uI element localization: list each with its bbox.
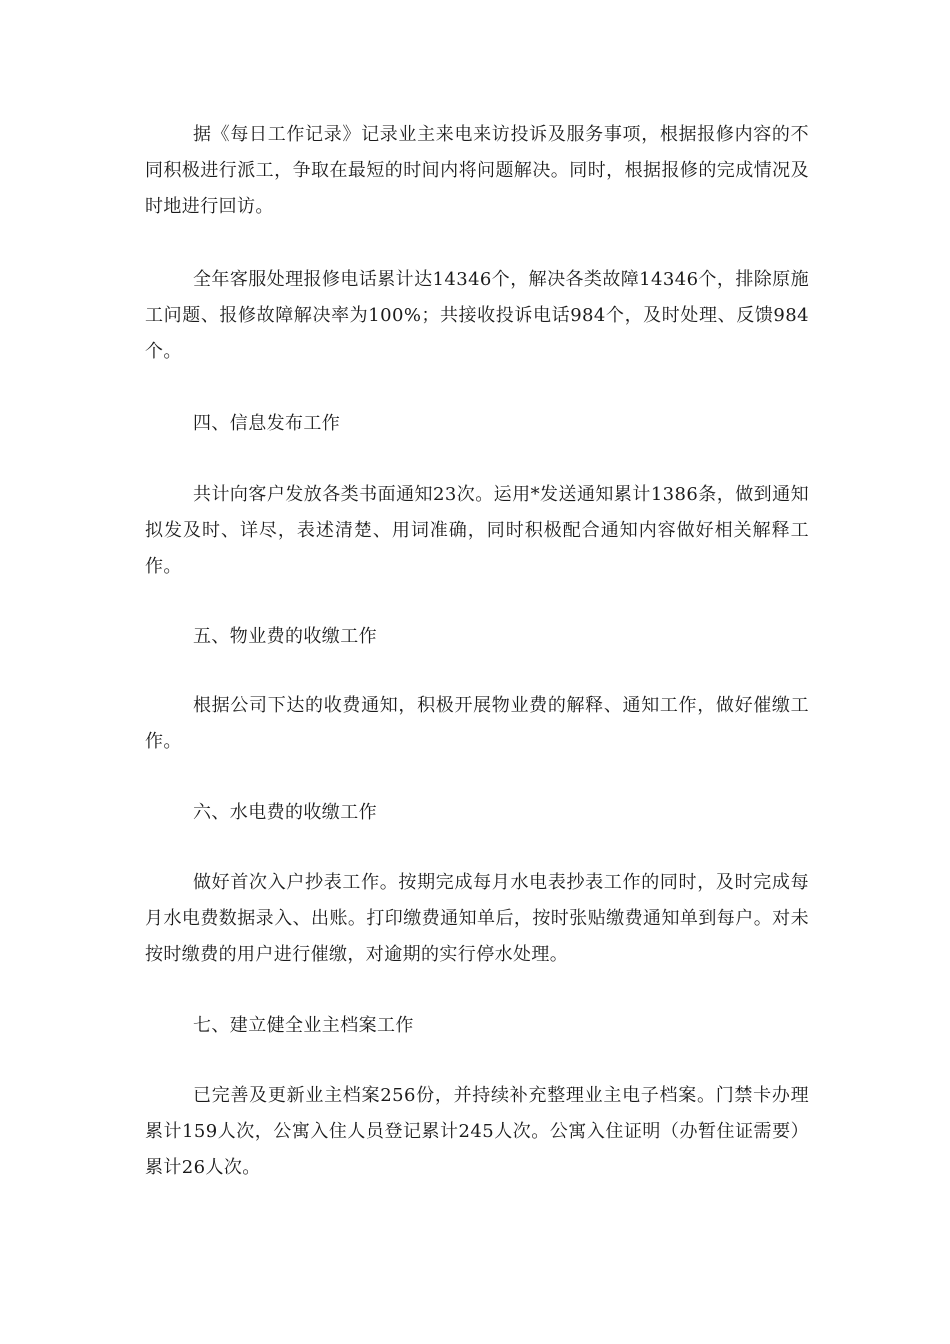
paragraph-utility-fee: 做好首次入户抄表工作。按期完成每月水电表抄表工作的同时，及时完成每月水电费数据录入、出账。打印缴费通知单后，按时张贴缴费通知单到每户。对未按时缴费的用户进行催缴，对逾期的实行停水处理。 — [145, 872, 809, 965]
heading-utility-fee: 六、水电费的收缴工作 — [193, 802, 377, 823]
paragraph-info-release: 共计向客户发放各类书面通知23次。运用*发送通知累计1386条，做到通知拟发及时、详尽，表述清楚、用词准确，同时积极配合通知内容做好相关解释工作。 — [145, 484, 809, 577]
heading-property-fee: 五、物业费的收缴工作 — [193, 626, 377, 647]
heading-info-release: 四、信息发布工作 — [193, 413, 341, 434]
paragraph-owner-archive: 已完善及更新业主档案256份，并持续补充整理业主电子档案。门禁卡办理累计159人次，公寓入住人员登记累计245人次。公寓入住证明（办暂住证需要）累计26人次。 — [145, 1085, 809, 1178]
heading-owner-archive: 七、建立健全业主档案工作 — [193, 1015, 414, 1036]
paragraph-repair-dispatch: 据《每日工作记录》记录业主来电来访投诉及服务事项，根据报修内容的不同积极进行派工，争取在最短的时间内将问题解决。同时，根据报修的完成情况及时地进行回访。 — [145, 124, 809, 217]
paragraph-property-fee: 根据公司下达的收费通知，积极开展物业费的解释、通知工作，做好催缴工作。 — [145, 695, 809, 752]
paragraph-repair-statistics: 全年客服处理报修电话累计达14346个，解决各类故障14346个，排除原施工问题、报修故障解决率为100%；共接收投诉电话984个，及时处理、反馈984个。 — [145, 269, 809, 362]
